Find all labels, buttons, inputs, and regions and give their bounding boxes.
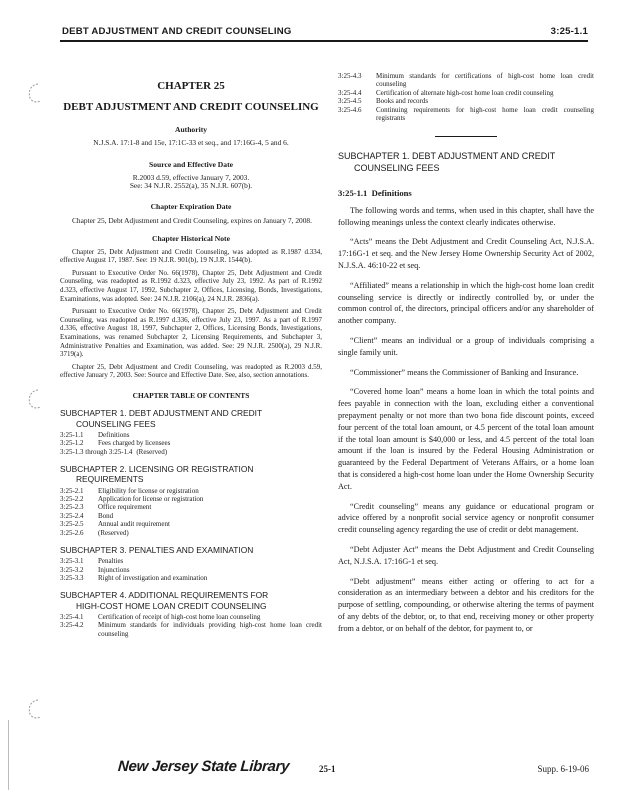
definition-paragraph: “Covered home loan” means a home loan in which the total points and fees payable in connection with the loan, excluding either a conventional prepayment penalty or not more than two bona fide discount points, exceed four percent of the total loan amount, or 4.5 percent of the total loan amount if the total loan amount is $40,000 or less, and 4.5 percent of the total loan amount if the loan is insured by the Federal Housing Administration or guaranteed by the Federal Department of Veterans Affairs, or a home loan that is considered a high-cost home loan under the Home Ownership Security Act. (338, 387, 594, 491)
punch-hole-icon (26, 698, 42, 720)
definition-paragraph: “Debt Adjuster Act” means the Debt Adjustment and Credit Counseling Act, N.J.S.A. 17:16G-1 et seq. (338, 544, 594, 566)
toc-subchapter (60, 545, 322, 582)
subchapter-title: COUNSELING FEES (354, 162, 440, 173)
subchapter-title: COUNSELING FEES (76, 418, 156, 429)
subchapter-title: SUBCHAPTER 1. DEBT ADJUSTMENT AND CREDIT (60, 408, 263, 419)
toc-item[interactable]: 3:25-4.5 Books and records (338, 97, 429, 106)
supplement-date: Supp. 6-19-06 (537, 764, 589, 774)
toc-item[interactable]: 3:25-3.1 Penalties (60, 557, 124, 566)
subchapter-title: HIGH-COST HOME LOAN CREDIT COUNSELING (76, 600, 267, 611)
definition-paragraph: “Commissioner” means the Commissioner of Banking and Insurance. (350, 367, 579, 377)
toc-item[interactable]: 3:25-1.2 Fees charged by licensees (60, 439, 171, 448)
toc-item[interactable]: 3:25-1.3 through 3:25-1.4 (Reserved) (60, 447, 168, 456)
toc-item[interactable]: 3:25-3.3 Right of investigation and examination (60, 573, 208, 582)
toc-subchapter (60, 464, 322, 537)
toc-item[interactable]: 3:25-4.3 Minimum standards for certifications of high-cost home loan credit counseling (338, 72, 594, 89)
toc-item[interactable]: 3:25-4.4 Certification of alternate high-cost home loan credit counseling (338, 88, 554, 97)
running-header (60, 22, 588, 42)
toc-subchapter (60, 590, 322, 638)
toc-item[interactable]: 3:25-2.4 Bond (60, 511, 114, 520)
toc-item[interactable]: 3:25-2.1 Eligibility for license or registration (60, 486, 199, 495)
source-line: R.2003 d.59, effective January 7, 2003. (132, 172, 250, 182)
history-note: Chapter 25, Debt Adjustment and Credit Counseling, was readopted as R.2003 d.59, effective January 7, 2003. See: Source and Effective Date. See, also, section annotations. (60, 362, 322, 380)
right-column (338, 72, 594, 635)
toc-heading: CHAPTER TABLE OF CONTENTS (132, 390, 250, 400)
definition-paragraph: “Debt adjustment” means either acting or offering to act for a consideration as an intermediary between a debtor and his creditors for the purpose of settling, compounding, or otherwise altering the terms of payment of any debts of the debtor, or, to that end, receiving money or other property from a debtor, or on behalf of the debtor, for payment to, or (338, 576, 594, 633)
toc-item[interactable]: 3:25-3.2 Injunctions (60, 565, 130, 574)
authority-heading: Authority (174, 125, 208, 134)
page-number: 25-1 (319, 764, 336, 774)
toc-item[interactable]: 3:25-2.5 Annual audit requirement (60, 520, 170, 529)
section-title: Definitions (371, 187, 412, 198)
chapter-title: DEBT ADJUSTMENT AND CREDIT COUNSELING (63, 101, 319, 113)
page-footer (0, 752, 618, 782)
history-note: Pursuant to Executive Order No. 66(1978), Chapter 25, Debt Adjustment and Credit Counseling, was readopted as R.1992 d.323, effective July 23, 1992. As part of R.1992 d.323, effective August 17, 1992, Subchapter 2, Offices, Licensing, Bonds, Investigations, Examinations, was adopted. See: 24 N.J.R. 2106(a), 24 N.J.R. 2836(a). (60, 268, 322, 303)
definition-paragraph: “Credit counseling” means any guidance or educational program or advice offered by a nonprofit social service agency or nonprofit consumer credit counseling agency regarding the use of credit or debt management. (338, 501, 594, 535)
library-stamp: New Jersey State Library (117, 758, 290, 775)
toc-item[interactable]: 3:25-1.1 Definitions (60, 430, 130, 439)
source-line: See: 34 N.J.R. 2552(a), 35 N.J.R. 607(b). (129, 181, 253, 191)
definition-paragraph: “Affiliated” means a relationship in which the high-cost home loan credit counseling service is directly or indirectly controlled by, or under the common control of, the directors, principal officers and/or any shareholder of another company. (338, 280, 594, 326)
expiration-text: Chapter 25, Debt Adjustment and Credit Counseling, expires on January 7, 2008. (72, 215, 312, 225)
definition-paragraph: “Acts” means the Debt Adjustment and Credit Counseling Act, N.J.S.A. 17:16G-1 et seq. and the New Jersey Home Ownership Security Act of 2002, N.J.S.A. 46:10-22 et seq. (338, 237, 594, 271)
toc-item[interactable]: 3:25-4.1 Certification of receipt of high-cost home loan counseling (60, 612, 261, 621)
divider-rule (435, 136, 497, 137)
toc-item[interactable]: 3:25-2.6 (Reserved) (60, 528, 129, 537)
expiration-heading: Chapter Expiration Date (150, 201, 232, 211)
chapter-number: CHAPTER 25 (157, 80, 225, 92)
punch-hole-icon (26, 82, 42, 104)
subchapter-title: SUBCHAPTER 3. PENALTIES AND EXAMINATION (60, 544, 254, 555)
punch-hole-icon (26, 388, 42, 410)
authority-text: N.J.S.A. 17:1-8 and 15e, 17:1C-33 et seq., and 17:16G-4, 5 and 6. (93, 137, 289, 147)
history-heading: Chapter Historical Note (152, 233, 230, 243)
history-note: Pursuant to Executive Order No. 66(1978), Chapter 25, Debt Adjustment and Credit Counseling, was readopted as R.1997 d.336, effective July 23, 1997. As a part of R.1997 d.336, effective August 18, 1997, Subchapter 2, Offices, Licensing Bonds, Investigations, Examinations, was renamed Subchapter 2, Licensing Requirements, and Subchapter 3, Administrative Penalties and Examination, was added. See: 29 N.J.R. 2500(a), 29 N.J.R. 3719(a). (60, 307, 322, 359)
toc-item[interactable]: 3:25-4.6 Continuing requirements for high-cost home loan credit counseling registrants (338, 105, 594, 123)
section-heading (338, 188, 594, 198)
history-note: Chapter 25, Debt Adjustment and Credit Counseling, was adopted as R.1987 d.334, effective August 17, 1987. See: 19 N.J.R. 901(b), 19 N.J.R. 1544(b). (60, 247, 322, 265)
toc-item[interactable]: 3:25-4.2 Minimum standards for individuals providing high-cost home loan credit counseling (60, 621, 322, 638)
subchapter-title: SUBCHAPTER 2. LICENSING OR REGISTRATION (60, 464, 254, 475)
left-column (60, 68, 322, 638)
subchapter-title: REQUIREMENTS (76, 474, 144, 485)
source-heading: Source and Effective Date (148, 160, 233, 170)
definition-paragraph: The following words and terms, when used in this chapter, shall have the following meanings unless the context clearly indicates otherwise. (338, 205, 594, 227)
section-number: 3:25-1.1 (338, 187, 368, 198)
subchapter-title: SUBCHAPTER 4. ADDITIONAL REQUIREMENTS FOR (60, 590, 269, 601)
subchapter-title: SUBCHAPTER 1. DEBT ADJUSTMENT AND CREDIT (338, 151, 556, 162)
definition-paragraph: “Client” means an individual or a group of individuals comprising a single family unit. (338, 336, 594, 357)
subchapter-heading (338, 151, 594, 173)
toc-subchapter (60, 408, 322, 456)
toc-item[interactable]: 3:25-2.3 Office requirement (60, 503, 152, 512)
header-title: DEBT ADJUSTMENT AND CREDIT COUNSELING (62, 26, 292, 37)
toc-item[interactable]: 3:25-2.2 Application for license or registration (60, 494, 204, 503)
header-section-number: 3:25-1.1 (550, 26, 588, 37)
